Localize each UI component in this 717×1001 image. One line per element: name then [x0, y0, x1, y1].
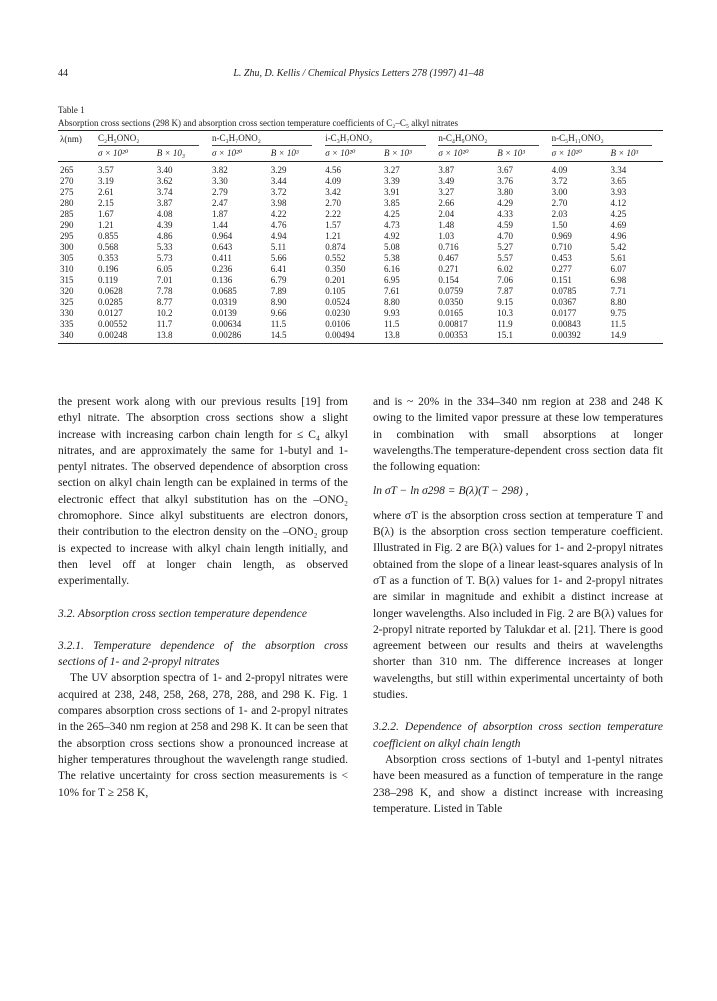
table-cell: 0.643	[211, 242, 233, 252]
table-cell: 3.49	[438, 176, 455, 186]
table-cell: 2.70	[551, 198, 568, 208]
table-cell: 0.00843	[551, 319, 581, 329]
table-cell: 2.22	[325, 209, 341, 219]
table-cell: 3.82	[211, 165, 228, 175]
table-cell: 0.00552	[98, 319, 128, 329]
wavelength-cell: 275	[60, 187, 74, 197]
body-paragraph: the present work along with our previous results [19] from ethyl nitrate. The absorption cross sections show a slight increase with increasing carbon chain length for ≤ C₄ alkyl nitrates, and are approximately the same for 1-butyl and 1-pentyl nitrates. The observed dependence of absorption cross section on alkyl chain length can be explained in terms of the electronic effect that alkyl substitution has on the –ONO₂ chromophore. Since alkyl substituents are electron donors, their contribution to the electron density on the –ONO₂ group is expected to increase with alkyl chain length initially, and then level off at longer chain length, as observed experimentally.	[58, 396, 348, 588]
table-cell: 0.350	[325, 264, 346, 274]
table-cell: 3.44	[270, 176, 287, 186]
table-cell: 0.271	[438, 264, 459, 274]
table-cell: 11.5	[383, 319, 400, 329]
wavelength-cell: 305	[60, 253, 74, 263]
table-cell: 7.87	[497, 286, 513, 296]
wavelength-cell: 320	[60, 286, 74, 296]
table-cell: 0.0139	[211, 308, 237, 318]
table-row	[58, 176, 663, 187]
table-cell: 11.9	[497, 319, 513, 329]
body-paragraph: where σT is the absorption cross section at temperature T and B(λ) is the absorption cross section temperature coefficient. Illustrated in Fig. 2 are B(λ) values for 1- and 2-propyl nitrates obtained from the slope of a linear least-squares analysis of ln σT as a function of T. B(λ) values for 1- and 2-propyl nitrates are similar in magnitude and exhibit a distinct increase at longer wavelengths. Also included in Fig. 2 are B(λ) values for 2-propyl nitrate reported by Talukdar et al. [21]. There is good agreement between our results and theirs at wavelengths shorter than 310 nm. The difference increases at longer wavelengths, but still within experimental uncertainty of both studies.	[373, 509, 663, 702]
table-cell: 4.25	[610, 209, 627, 219]
subheader-b: B × 10₃	[155, 147, 210, 162]
group-header-n-pentyl: n-C₅H₁₁ONO₂	[550, 131, 663, 148]
table-cell: 5.27	[497, 242, 513, 252]
table-cell: 0.277	[551, 264, 572, 274]
table-cell: 2.04	[438, 209, 455, 219]
table-cell: 0.201	[325, 275, 346, 285]
table-cell: 7.71	[610, 286, 627, 296]
table-cell: 3.67	[497, 165, 513, 175]
table-cell: 3.29	[270, 165, 287, 175]
table-cell: 10.3	[497, 308, 513, 318]
table-cell: 0.964	[211, 231, 233, 241]
table-cell: 0.00634	[211, 319, 242, 329]
wavelength-cell: 315	[60, 275, 74, 285]
table-cell: 14.5	[269, 330, 323, 344]
table-cell: 0.467	[438, 253, 459, 263]
section-heading-3-2: 3.2. Absorption cross section temperature dependence	[58, 607, 308, 620]
table-cell: 3.00	[551, 187, 568, 197]
table-cell: 7.89	[270, 286, 287, 296]
table-cell: 2.79	[211, 187, 228, 197]
table-cell: 4.33	[497, 209, 513, 219]
table-cell: 5.61	[610, 253, 627, 263]
table-cell: 1.67	[98, 209, 114, 219]
table-cell: 4.76	[270, 220, 287, 230]
table-cell: 0.236	[211, 264, 233, 274]
section-heading-3-2-1: 3.2.1. Temperature dependence of the absorption cross sections of 1- and 2-propyl nitrates	[58, 639, 348, 669]
table-cell: 3.30	[211, 176, 228, 186]
table-cell: 11.7	[156, 319, 173, 329]
table-cell: 7.78	[156, 286, 173, 296]
table-cell: 6.05	[156, 264, 173, 274]
table-cell: 0.0685	[211, 286, 237, 296]
table-cell: 0.0350	[438, 297, 464, 307]
table-cell: 13.8	[382, 330, 436, 344]
table-cell: 3.91	[383, 187, 400, 197]
table-cell: 0.568	[98, 242, 119, 252]
table-cell: 8.80	[383, 297, 400, 307]
table-row	[58, 198, 663, 209]
table-row	[58, 187, 663, 198]
subheader-sigma: σ × 10²⁰	[550, 147, 609, 162]
table-cell: 4.25	[383, 209, 400, 219]
table-cell: 4.09	[325, 176, 341, 186]
wavelength-cell: 340	[58, 330, 96, 344]
table-cell: 0.855	[98, 231, 119, 241]
table-cell: 5.57	[497, 253, 513, 263]
table-cell: 6.79	[270, 275, 287, 285]
group-header-i-propyl: i-C₃H₇ONO₂	[323, 131, 436, 148]
table-cell: 7.06	[497, 275, 513, 285]
table-cell: 4.12	[610, 198, 627, 208]
table-cell: 3.42	[325, 187, 341, 197]
table-row	[58, 220, 663, 231]
wavelength-cell: 300	[60, 242, 74, 252]
running-header	[58, 68, 659, 82]
table-cell: 0.0524	[325, 297, 350, 307]
table-cell: 2.15	[98, 198, 114, 208]
table-cell: 0.552	[325, 253, 346, 263]
table-cell: 1.21	[98, 220, 114, 230]
group-header-n-propyl: n-C₃H₇ONO₂	[210, 131, 323, 148]
table-cell: 4.70	[497, 231, 513, 241]
table-cell: 3.72	[551, 176, 568, 186]
table-body	[58, 162, 663, 344]
table-cell: 7.01	[156, 275, 173, 285]
table-cell: 6.98	[610, 275, 627, 285]
table-cell: 3.87	[438, 165, 455, 175]
wavelength-cell: 285	[60, 209, 74, 219]
table-cell: 8.77	[156, 297, 173, 307]
table-cell: 3.57	[98, 165, 114, 175]
table-cell: 4.56	[325, 165, 341, 175]
table-row	[58, 297, 663, 308]
table-cell: 4.29	[497, 198, 513, 208]
wavelength-cell: 310	[60, 264, 74, 274]
table-cell: 0.716	[438, 242, 459, 252]
table-cell: 3.76	[497, 176, 513, 186]
table-cell: 2.66	[438, 198, 455, 208]
table-cell: 3.72	[270, 187, 287, 197]
table-cell: 2.70	[325, 198, 341, 208]
table-cell: 11.5	[610, 319, 626, 329]
table-cell: 1.57	[325, 220, 341, 230]
table-row	[58, 286, 663, 297]
table-cell: 9.66	[270, 308, 287, 318]
wavelength-cell: 335	[60, 319, 74, 329]
table-cell: 0.00286	[210, 330, 269, 344]
table-cell: 9.75	[610, 308, 627, 318]
table-cell: 3.39	[383, 176, 400, 186]
table-cell: 1.87	[211, 209, 228, 219]
body-paragraph: and is ~ 20% in the 334–340 nm region at 238 and 248 K owing to the limited vapor pressure at these low temperatures in combination with small absorptions at longer wavelengths.The temperature-dependent cross section data fit the following equation:	[373, 396, 663, 474]
table-cell: 0.0759	[438, 286, 464, 296]
table-cell: 2.47	[211, 198, 228, 208]
table-cell: 0.00494	[323, 330, 382, 344]
table-cell: 0.136	[211, 275, 233, 285]
table-number: Table 1	[58, 105, 85, 115]
right-text-column	[373, 394, 663, 817]
table-cell: 1.03	[438, 231, 455, 241]
table-cell: 6.07	[610, 264, 627, 274]
subheader-b: B × 10³	[382, 147, 436, 162]
group-header-n-butyl: n-C₄H₉ONO₂	[436, 131, 549, 148]
table-cell: 6.41	[270, 264, 287, 274]
table-cell: 3.65	[610, 176, 627, 186]
table-cell: 0.196	[98, 264, 119, 274]
table-cell: 0.969	[551, 231, 572, 241]
page-number: 44	[58, 68, 68, 79]
table-cell: 0.0367	[551, 297, 577, 307]
table-cell: 3.34	[610, 165, 627, 175]
table-row	[58, 275, 663, 286]
group-header-ethyl: C₂H₅ONO₂	[96, 131, 210, 148]
table-cell: 4.59	[497, 220, 513, 230]
table-cell: 3.87	[156, 198, 173, 208]
table-cell: 0.105	[325, 286, 346, 296]
table-cell: 5.42	[610, 242, 627, 252]
table-cell: 4.73	[383, 220, 400, 230]
table-subheader-row	[58, 147, 663, 162]
table-row	[58, 264, 663, 275]
table-cell: 0.0106	[325, 319, 350, 329]
table-cell: 3.27	[383, 165, 400, 175]
table-row	[58, 330, 663, 344]
subheader-b: B × 10³	[495, 147, 549, 162]
subheader-sigma: σ × 10²⁰	[96, 147, 155, 162]
table-cell: 8.80	[610, 297, 627, 307]
table-cell: 3.98	[270, 198, 287, 208]
table-cell: 1.44	[211, 220, 228, 230]
table-cell: 0.0785	[551, 286, 577, 296]
body-paragraph: The UV absorption spectra of 1- and 2-propyl nitrates were acquired at 238, 248, 258, 268, 278, 288, and 298 K. Fig. 1 compares absorption cross sections of 1- and 2-propyl nitrates in the 265–340 nm region at 258 and 298 K. It can be seen that the absorption cross sections show a pronounced increase at higher temperatures throughout the wavelength range studied. The relative uncertainty for cross section measurements is < 10% for T ≥ 258 K,	[58, 672, 348, 799]
table-cell: 0.411	[211, 253, 232, 263]
table-row	[58, 242, 663, 253]
table-cell: 4.86	[156, 231, 173, 241]
table-cell: 1.48	[438, 220, 455, 230]
table-cell: 0.0285	[98, 297, 123, 307]
table-cell: 6.95	[383, 275, 400, 285]
table-cell: 1.21	[325, 231, 341, 241]
table-cell: 0.710	[551, 242, 572, 252]
subheader-sigma: σ × 10²⁰	[210, 147, 269, 162]
table-cell: 11.5	[270, 319, 287, 329]
wavelength-cell: 290	[60, 220, 74, 230]
table-cell: 2.03	[551, 209, 568, 219]
table-cell: 4.09	[551, 165, 568, 175]
table-cell: 5.66	[270, 253, 287, 263]
subheader-b: B × 10³	[608, 147, 663, 162]
table-cell: 4.92	[383, 231, 400, 241]
table-cell: 5.73	[156, 253, 173, 263]
table-cell: 0.0230	[325, 308, 350, 318]
table-cell: 8.90	[270, 297, 287, 307]
table-cell: 3.62	[156, 176, 173, 186]
table-row	[58, 319, 663, 330]
wavelength-cell: 330	[60, 308, 74, 318]
body-paragraph: Absorption cross sections of 1-butyl and 1-pentyl nitrates have been measured as a function of temperature in the range 238–298 K, and show a distinct increase with increasing temperature. Listed in Table	[373, 753, 663, 815]
section-heading-3-2-2: 3.2.2. Dependence of absorption cross section temperature coefficient on alkyl chain length	[373, 721, 663, 750]
table-cell: 4.22	[270, 209, 287, 219]
running-title: L. Zhu, D. Kellis / Chemical Physics Letters 278 (1997) 41–48	[233, 68, 484, 79]
table-row	[58, 209, 663, 220]
table-cell: 5.08	[383, 242, 400, 252]
wavelength-cell: 325	[60, 297, 74, 307]
table-cell: 2.61	[98, 187, 114, 197]
table-cell: 4.39	[156, 220, 173, 230]
table-caption-text: Absorption cross sections (298 K) and absorption cross section temperature coefficients of C₂–C₅ alkyl nitrates	[58, 118, 459, 128]
table-cell: 0.453	[551, 253, 572, 263]
table-cell: 3.40	[156, 165, 173, 175]
table-cell: 1.50	[551, 220, 568, 230]
table-cell: 3.19	[98, 176, 114, 186]
table-cell: 0.0628	[98, 286, 123, 296]
table-cell: 9.93	[383, 308, 400, 318]
left-text-column	[58, 394, 348, 801]
table-row	[58, 231, 663, 242]
table-cell: 0.151	[551, 275, 572, 285]
table-row	[58, 162, 663, 177]
table-cell: 0.00392	[550, 330, 609, 344]
table-cell: 3.74	[156, 187, 173, 197]
table-cell: 7.61	[383, 286, 400, 296]
table-cell: 0.0177	[551, 308, 577, 318]
table-group-header-row	[58, 131, 663, 148]
table-cell: 5.11	[270, 242, 287, 252]
table-cell: 14.9	[608, 330, 663, 344]
wavelength-cell: 295	[60, 231, 74, 241]
table-row	[58, 308, 663, 319]
table-cell: 0.0127	[98, 308, 123, 318]
lambda-header: λ(nm)	[58, 131, 96, 148]
table-cell: 9.15	[497, 297, 513, 307]
table-caption	[58, 104, 663, 130]
table-cell: 15.1	[495, 330, 549, 344]
table-cell: 5.38	[383, 253, 400, 263]
table-cell: 4.94	[270, 231, 287, 241]
table-cell: 3.93	[610, 187, 627, 197]
table-cell: 10.2	[156, 308, 173, 318]
table-cell: 5.33	[156, 242, 173, 252]
table-cell: 4.96	[610, 231, 627, 241]
table-cell: 0.00353	[436, 330, 495, 344]
table-cell: 0.154	[438, 275, 459, 285]
subheader-b: B × 10³	[269, 147, 323, 162]
table-cell: 3.27	[438, 187, 455, 197]
wavelength-cell: 265	[60, 165, 74, 175]
subheader-sigma: σ × 10²⁰	[323, 147, 382, 162]
table-cell: 3.85	[383, 198, 400, 208]
table-cell: 0.353	[98, 253, 119, 263]
table-cell: 0.00248	[96, 330, 155, 344]
table-cell: 0.874	[325, 242, 346, 252]
table-cell: 4.08	[156, 209, 173, 219]
table-cell: 13.8	[155, 330, 210, 344]
table-cell: 6.16	[383, 264, 400, 274]
table-cell: 0.00817	[438, 319, 468, 329]
table-cell: 6.02	[497, 264, 513, 274]
absorption-table	[58, 130, 663, 344]
subheader-blank	[58, 147, 96, 162]
table-cell: 0.0165	[438, 308, 464, 318]
table-cell: 3.80	[497, 187, 513, 197]
subheader-sigma: σ × 10²⁰	[436, 147, 495, 162]
wavelength-cell: 270	[60, 176, 74, 186]
table-row	[58, 253, 663, 264]
table-cell: 0.0319	[211, 297, 237, 307]
wavelength-cell: 280	[60, 198, 74, 208]
table-cell: 4.69	[610, 220, 627, 230]
table-cell: 0.119	[98, 275, 118, 285]
equation: ln σT − ln σ298 = B(λ)(T − 298) ,	[373, 485, 529, 498]
